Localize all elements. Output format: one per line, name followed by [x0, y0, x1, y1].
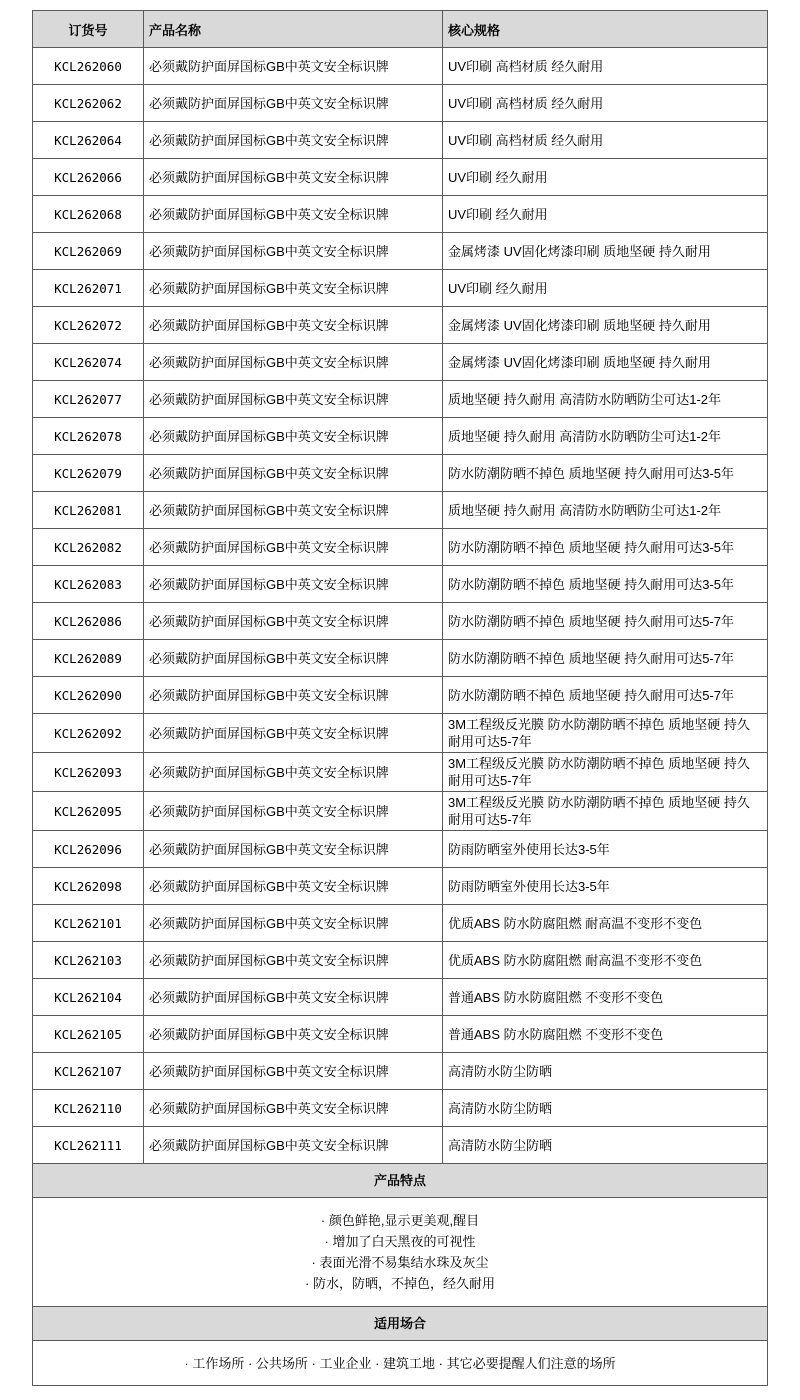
- cell-spec: 质地坚硬 持久耐用 高清防水防晒防尘可达1-2年: [443, 492, 768, 529]
- cell-sku: KCL262111: [33, 1127, 144, 1164]
- occasions-title-row: [33, 1307, 768, 1341]
- column-header-name: 产品名称: [144, 11, 443, 48]
- cell-spec: 防雨防晒室外使用长达3-5年: [443, 831, 768, 868]
- cell-sku: KCL262066: [33, 159, 144, 196]
- table-row: [33, 640, 768, 677]
- cell-sku: KCL262081: [33, 492, 144, 529]
- cell-name: 必须戴防护面屏国标GB中英文安全标识牌: [144, 868, 443, 905]
- features-list: [33, 1198, 768, 1307]
- table-head: [33, 11, 768, 48]
- cell-name: 必须戴防护面屏国标GB中英文安全标识牌: [144, 603, 443, 640]
- table-body: [33, 48, 768, 1164]
- cell-spec: UV印刷 高档材质 经久耐用: [443, 122, 768, 159]
- cell-name: 必须戴防护面屏国标GB中英文安全标识牌: [144, 905, 443, 942]
- feature-item: · 增加了白天黑夜的可视性: [324, 1234, 476, 1249]
- feature-item: · 颜色鲜艳,显示更美观,醒目: [320, 1213, 480, 1228]
- occasions-text: · 工作场所 · 公共场所 · 工业企业 · 建筑工地 · 其它必要提醒人们注意的场所: [33, 1341, 768, 1386]
- cell-spec: 优质ABS 防水防腐阻燃 耐高温不变形不变色: [443, 905, 768, 942]
- cell-spec: UV印刷 高档材质 经久耐用: [443, 48, 768, 85]
- table-row: [33, 307, 768, 344]
- cell-sku: KCL262107: [33, 1053, 144, 1090]
- table-row: [33, 1016, 768, 1053]
- product-spec-page: [32, 10, 768, 1386]
- column-header-sku: 订货号: [33, 11, 144, 48]
- table-row: [33, 603, 768, 640]
- cell-name: 必须戴防护面屏国标GB中英文安全标识牌: [144, 942, 443, 979]
- table-row: [33, 566, 768, 603]
- table-row: [33, 159, 768, 196]
- features-content-row: [33, 1198, 768, 1307]
- cell-sku: KCL262103: [33, 942, 144, 979]
- occasions-section-title: 适用场合: [33, 1307, 768, 1341]
- product-spec-table: [32, 10, 768, 1386]
- cell-name: 必须戴防护面屏国标GB中英文安全标识牌: [144, 122, 443, 159]
- cell-spec: 高清防水防尘防晒: [443, 1053, 768, 1090]
- table-row: [33, 905, 768, 942]
- table-row: [33, 492, 768, 529]
- cell-name: 必须戴防护面屏国标GB中英文安全标识牌: [144, 529, 443, 566]
- cell-sku: KCL262105: [33, 1016, 144, 1053]
- occasions-content-row: [33, 1341, 768, 1386]
- cell-name: 必须戴防护面屏国标GB中英文安全标识牌: [144, 159, 443, 196]
- cell-spec: UV印刷 经久耐用: [443, 159, 768, 196]
- table-row: [33, 979, 768, 1016]
- table-row: [33, 714, 768, 753]
- cell-sku: KCL262090: [33, 677, 144, 714]
- cell-sku: KCL262078: [33, 418, 144, 455]
- cell-spec: 3M工程级反光膜 防水防潮防晒不掉色 质地坚硬 持久耐用可达5-7年: [443, 792, 768, 831]
- table-header-row: [33, 11, 768, 48]
- table-row: [33, 831, 768, 868]
- column-header-spec: 核心规格: [443, 11, 768, 48]
- feature-item: · 表面光滑不易集结水珠及灰尘: [311, 1255, 489, 1270]
- features-section: [33, 1164, 768, 1307]
- cell-sku: KCL262068: [33, 196, 144, 233]
- cell-sku: KCL262083: [33, 566, 144, 603]
- cell-sku: KCL262062: [33, 85, 144, 122]
- cell-name: 必须戴防护面屏国标GB中英文安全标识牌: [144, 381, 443, 418]
- feature-item: · 防水，防晒，不掉色，经久耐用: [305, 1276, 495, 1291]
- cell-spec: 优质ABS 防水防腐阻燃 耐高温不变形不变色: [443, 942, 768, 979]
- cell-sku: KCL262064: [33, 122, 144, 159]
- cell-spec: 高清防水防尘防晒: [443, 1127, 768, 1164]
- features-title-row: [33, 1164, 768, 1198]
- cell-sku: KCL262089: [33, 640, 144, 677]
- cell-sku: KCL262060: [33, 48, 144, 85]
- cell-spec: 质地坚硬 持久耐用 高清防水防晒防尘可达1-2年: [443, 418, 768, 455]
- table-row: [33, 1127, 768, 1164]
- cell-name: 必须戴防护面屏国标GB中英文安全标识牌: [144, 233, 443, 270]
- cell-name: 必须戴防护面屏国标GB中英文安全标识牌: [144, 85, 443, 122]
- cell-sku: KCL262104: [33, 979, 144, 1016]
- cell-name: 必须戴防护面屏国标GB中英文安全标识牌: [144, 455, 443, 492]
- table-row: [33, 418, 768, 455]
- cell-name: 必须戴防护面屏国标GB中英文安全标识牌: [144, 1090, 443, 1127]
- cell-name: 必须戴防护面屏国标GB中英文安全标识牌: [144, 270, 443, 307]
- cell-sku: KCL262071: [33, 270, 144, 307]
- table-row: [33, 792, 768, 831]
- table-row: [33, 1053, 768, 1090]
- cell-name: 必须戴防护面屏国标GB中英文安全标识牌: [144, 344, 443, 381]
- cell-spec: 金属烤漆 UV固化烤漆印刷 质地坚硬 持久耐用: [443, 344, 768, 381]
- table-row: [33, 677, 768, 714]
- cell-spec: UV印刷 高档材质 经久耐用: [443, 85, 768, 122]
- cell-spec: 金属烤漆 UV固化烤漆印刷 质地坚硬 持久耐用: [443, 233, 768, 270]
- cell-spec: 防水防潮防晒不掉色 质地坚硬 持久耐用可达3-5年: [443, 529, 768, 566]
- cell-spec: UV印刷 经久耐用: [443, 270, 768, 307]
- cell-spec: 高清防水防尘防晒: [443, 1090, 768, 1127]
- table-row: [33, 122, 768, 159]
- cell-spec: UV印刷 经久耐用: [443, 196, 768, 233]
- table-row: [33, 48, 768, 85]
- cell-spec: 普通ABS 防水防腐阻燃 不变形不变色: [443, 1016, 768, 1053]
- cell-name: 必须戴防护面屏国标GB中英文安全标识牌: [144, 1016, 443, 1053]
- cell-spec: 质地坚硬 持久耐用 高清防水防晒防尘可达1-2年: [443, 381, 768, 418]
- table-row: [33, 529, 768, 566]
- cell-name: 必须戴防护面屏国标GB中英文安全标识牌: [144, 792, 443, 831]
- cell-name: 必须戴防护面屏国标GB中英文安全标识牌: [144, 979, 443, 1016]
- cell-sku: KCL262093: [33, 753, 144, 792]
- cell-name: 必须戴防护面屏国标GB中英文安全标识牌: [144, 418, 443, 455]
- cell-sku: KCL262082: [33, 529, 144, 566]
- cell-spec: 防水防潮防晒不掉色 质地坚硬 持久耐用可达5-7年: [443, 677, 768, 714]
- occasions-section: [33, 1307, 768, 1386]
- table-row: [33, 270, 768, 307]
- cell-spec: 3M工程级反光膜 防水防潮防晒不掉色 质地坚硬 持久耐用可达5-7年: [443, 753, 768, 792]
- cell-name: 必须戴防护面屏国标GB中英文安全标识牌: [144, 566, 443, 603]
- cell-sku: KCL262069: [33, 233, 144, 270]
- cell-spec: 防水防潮防晒不掉色 质地坚硬 持久耐用可达5-7年: [443, 640, 768, 677]
- cell-sku: KCL262110: [33, 1090, 144, 1127]
- table-row: [33, 455, 768, 492]
- features-section-title: 产品特点: [33, 1164, 768, 1198]
- cell-name: 必须戴防护面屏国标GB中英文安全标识牌: [144, 640, 443, 677]
- cell-sku: KCL262072: [33, 307, 144, 344]
- cell-name: 必须戴防护面屏国标GB中英文安全标识牌: [144, 753, 443, 792]
- table-row: [33, 381, 768, 418]
- cell-sku: KCL262096: [33, 831, 144, 868]
- cell-name: 必须戴防护面屏国标GB中英文安全标识牌: [144, 492, 443, 529]
- table-row: [33, 233, 768, 270]
- table-row: [33, 753, 768, 792]
- cell-spec: 3M工程级反光膜 防水防潮防晒不掉色 质地坚硬 持久耐用可达5-7年: [443, 714, 768, 753]
- table-row: [33, 85, 768, 122]
- cell-name: 必须戴防护面屏国标GB中英文安全标识牌: [144, 831, 443, 868]
- table-row: [33, 1090, 768, 1127]
- cell-spec: 普通ABS 防水防腐阻燃 不变形不变色: [443, 979, 768, 1016]
- table-row: [33, 344, 768, 381]
- cell-name: 必须戴防护面屏国标GB中英文安全标识牌: [144, 196, 443, 233]
- cell-sku: KCL262086: [33, 603, 144, 640]
- cell-sku: KCL262098: [33, 868, 144, 905]
- cell-name: 必须戴防护面屏国标GB中英文安全标识牌: [144, 1053, 443, 1090]
- cell-name: 必须戴防护面屏国标GB中英文安全标识牌: [144, 1127, 443, 1164]
- cell-sku: KCL262077: [33, 381, 144, 418]
- cell-sku: KCL262092: [33, 714, 144, 753]
- cell-spec: 防水防潮防晒不掉色 质地坚硬 持久耐用可达5-7年: [443, 603, 768, 640]
- cell-spec: 防雨防晒室外使用长达3-5年: [443, 868, 768, 905]
- table-row: [33, 868, 768, 905]
- cell-sku: KCL262101: [33, 905, 144, 942]
- cell-spec: 防水防潮防晒不掉色 质地坚硬 持久耐用可达3-5年: [443, 566, 768, 603]
- cell-name: 必须戴防护面屏国标GB中英文安全标识牌: [144, 714, 443, 753]
- cell-name: 必须戴防护面屏国标GB中英文安全标识牌: [144, 48, 443, 85]
- cell-name: 必须戴防护面屏国标GB中英文安全标识牌: [144, 307, 443, 344]
- cell-name: 必须戴防护面屏国标GB中英文安全标识牌: [144, 677, 443, 714]
- table-row: [33, 196, 768, 233]
- cell-sku: KCL262074: [33, 344, 144, 381]
- cell-sku: KCL262079: [33, 455, 144, 492]
- table-row: [33, 942, 768, 979]
- cell-spec: 金属烤漆 UV固化烤漆印刷 质地坚硬 持久耐用: [443, 307, 768, 344]
- cell-sku: KCL262095: [33, 792, 144, 831]
- cell-spec: 防水防潮防晒不掉色 质地坚硬 持久耐用可达3-5年: [443, 455, 768, 492]
